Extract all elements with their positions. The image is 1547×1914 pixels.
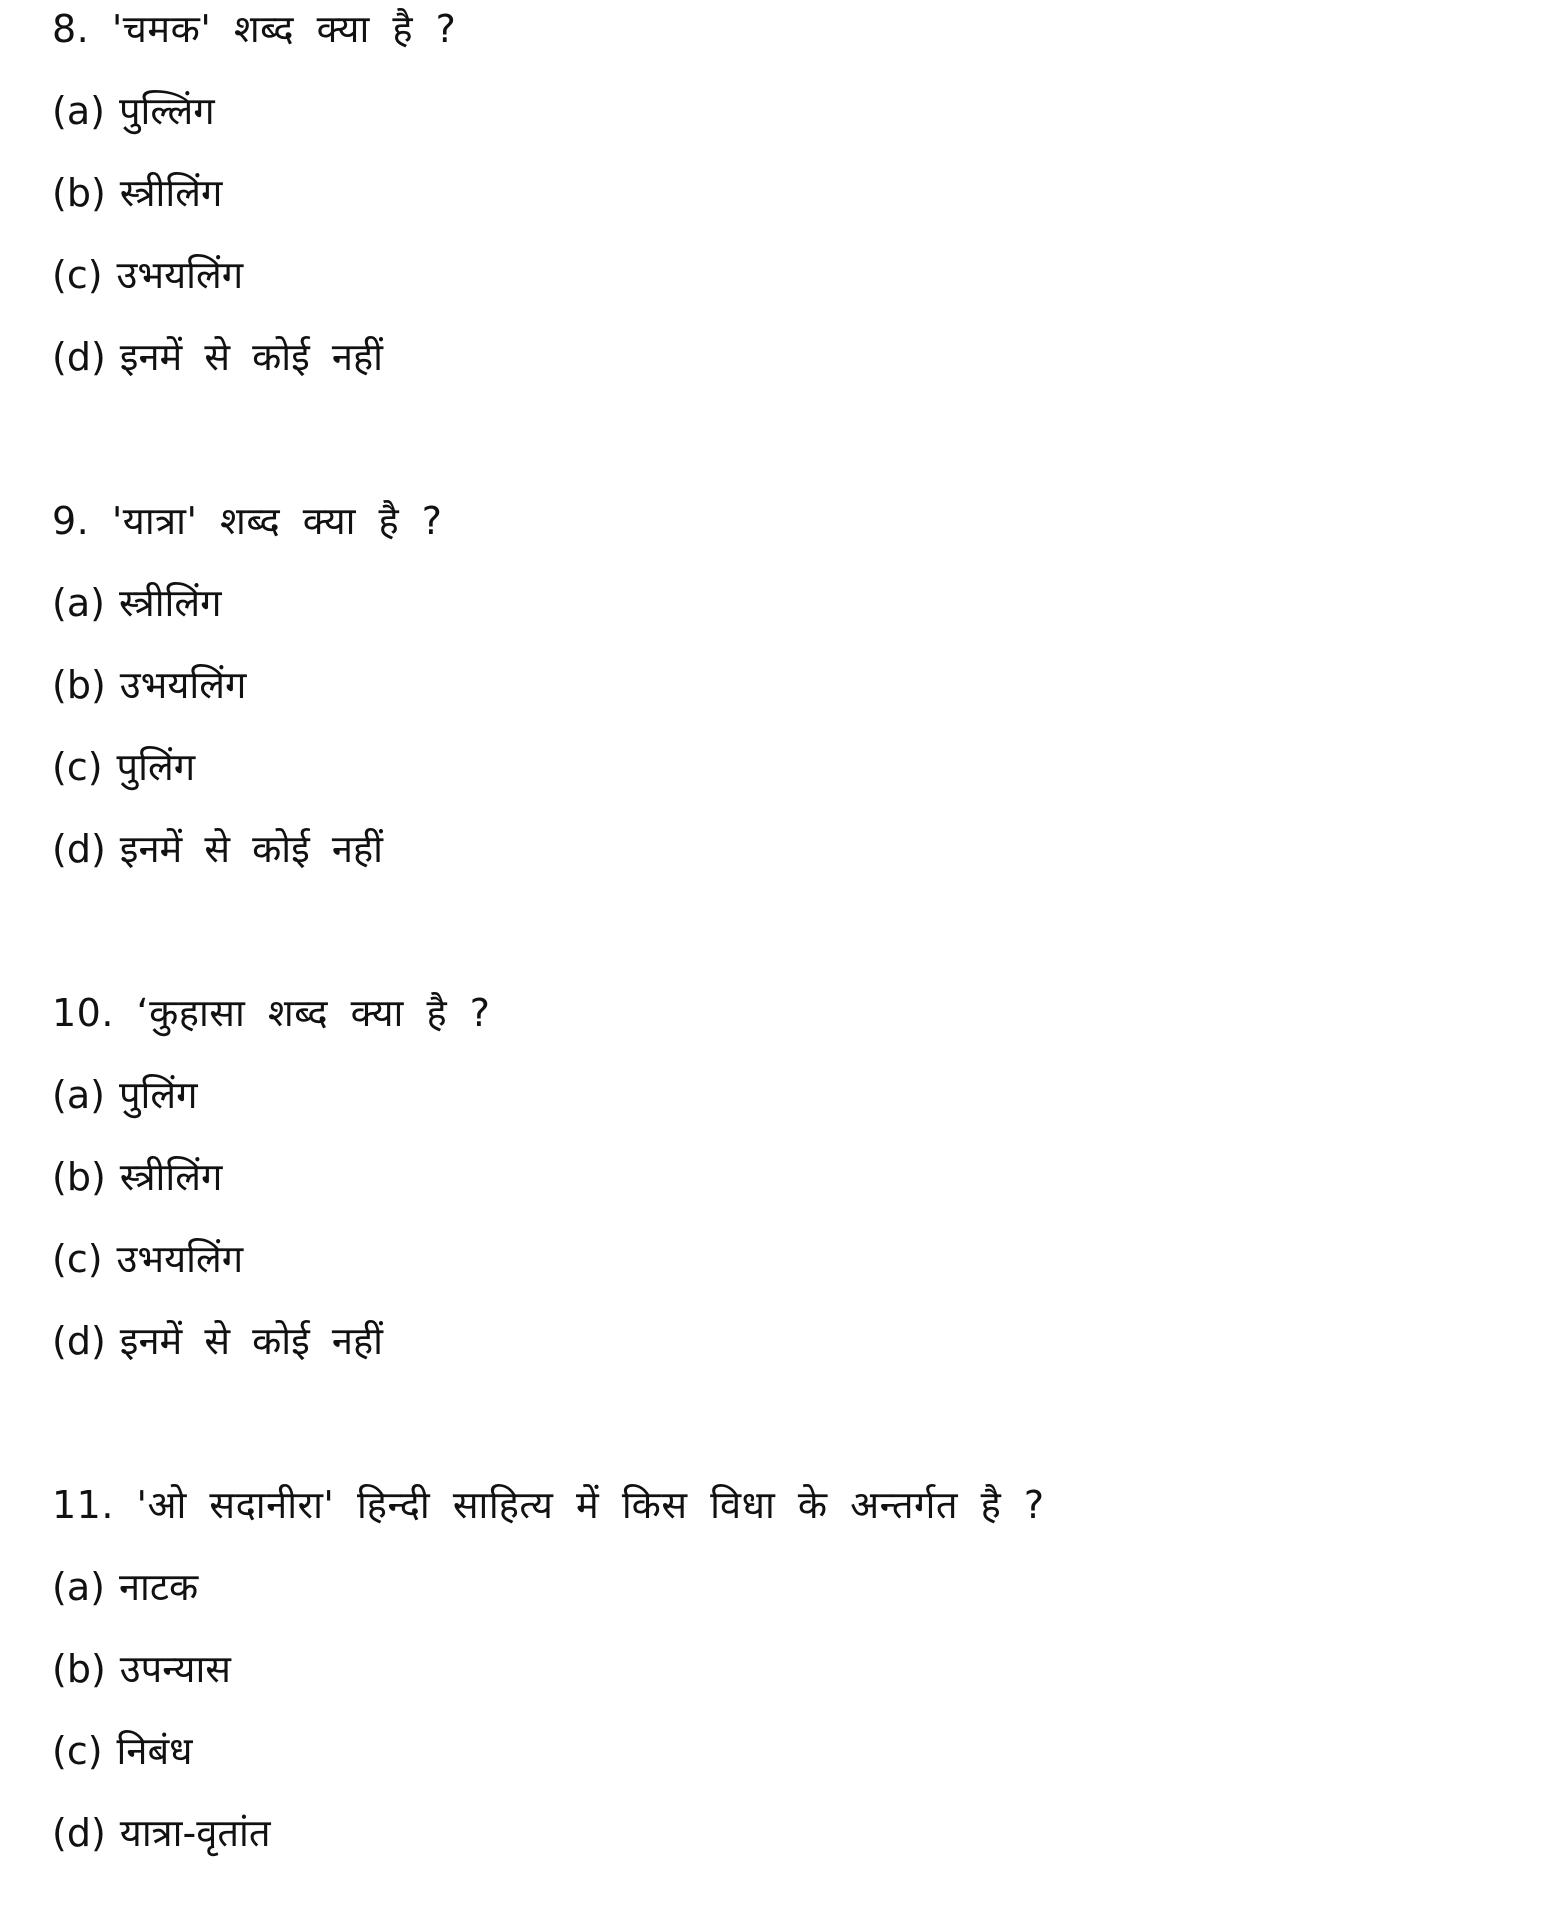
option-b	[52, 644, 1492, 726]
option-b	[52, 1136, 1492, 1218]
option-label: (a)	[52, 1565, 105, 1609]
option-label: (a)	[52, 89, 105, 133]
option-label: (d)	[52, 1811, 106, 1855]
option-d	[52, 1792, 1492, 1874]
option-label: (c)	[52, 745, 103, 789]
option-text: स्त्रीलिंग	[118, 581, 222, 625]
option-text: उभयलिंग	[119, 663, 247, 707]
question-text: 11. 'ओ सदानीरा' हिन्दी साहित्य में किस विधा के अन्तर्गत है ?	[52, 1483, 1045, 1527]
option-c	[52, 1218, 1492, 1300]
option-label: (c)	[52, 1237, 103, 1281]
question-block-8	[52, 0, 1492, 398]
question-block-11	[52, 1464, 1492, 1874]
option-text: पुलिंग	[116, 745, 196, 789]
option-text: नाटक	[118, 1565, 199, 1609]
question-text: 9. 'यात्रा' शब्द क्या है ?	[52, 499, 443, 543]
option-a	[52, 1546, 1492, 1628]
option-c	[52, 1710, 1492, 1792]
option-text: उभयलिंग	[116, 253, 244, 297]
option-text: इनमें से कोई नहीं	[119, 335, 383, 379]
option-d	[52, 1300, 1492, 1382]
option-b	[52, 152, 1492, 234]
option-text: निबंध	[116, 1729, 193, 1773]
option-a	[52, 1054, 1492, 1136]
option-label: (c)	[52, 253, 103, 297]
option-a	[52, 70, 1492, 152]
option-b	[52, 1628, 1492, 1710]
option-label: (b)	[52, 171, 106, 215]
question-block-10	[52, 972, 1492, 1382]
option-a	[52, 562, 1492, 644]
question-text: 10. ‘कुहासा शब्द क्या है ?	[52, 991, 491, 1035]
option-c	[52, 726, 1492, 808]
option-d	[52, 316, 1492, 398]
option-label: (b)	[52, 663, 106, 707]
question-block-9	[52, 480, 1492, 890]
option-text: स्त्रीलिंग	[119, 171, 223, 215]
question-text: 8. 'चमक' शब्द क्या है ?	[52, 7, 457, 51]
option-text: पुल्लिंग	[118, 89, 215, 133]
option-text: यात्रा-वृतांत	[119, 1811, 271, 1855]
option-label: (c)	[52, 1729, 103, 1773]
option-d	[52, 808, 1492, 890]
option-label: (a)	[52, 581, 105, 625]
option-text: इनमें से कोई नहीं	[119, 827, 383, 871]
option-text: उपन्यास	[119, 1647, 231, 1691]
option-text: स्त्रीलिंग	[119, 1155, 223, 1199]
option-c	[52, 234, 1492, 316]
option-text: इनमें से कोई नहीं	[119, 1319, 383, 1363]
option-label: (b)	[52, 1155, 106, 1199]
option-label: (a)	[52, 1073, 105, 1117]
option-label: (d)	[52, 335, 106, 379]
option-text: उभयलिंग	[116, 1237, 244, 1281]
option-text: पुलिंग	[118, 1073, 198, 1117]
option-label: (b)	[52, 1647, 106, 1691]
option-label: (d)	[52, 827, 106, 871]
option-label: (d)	[52, 1319, 106, 1363]
